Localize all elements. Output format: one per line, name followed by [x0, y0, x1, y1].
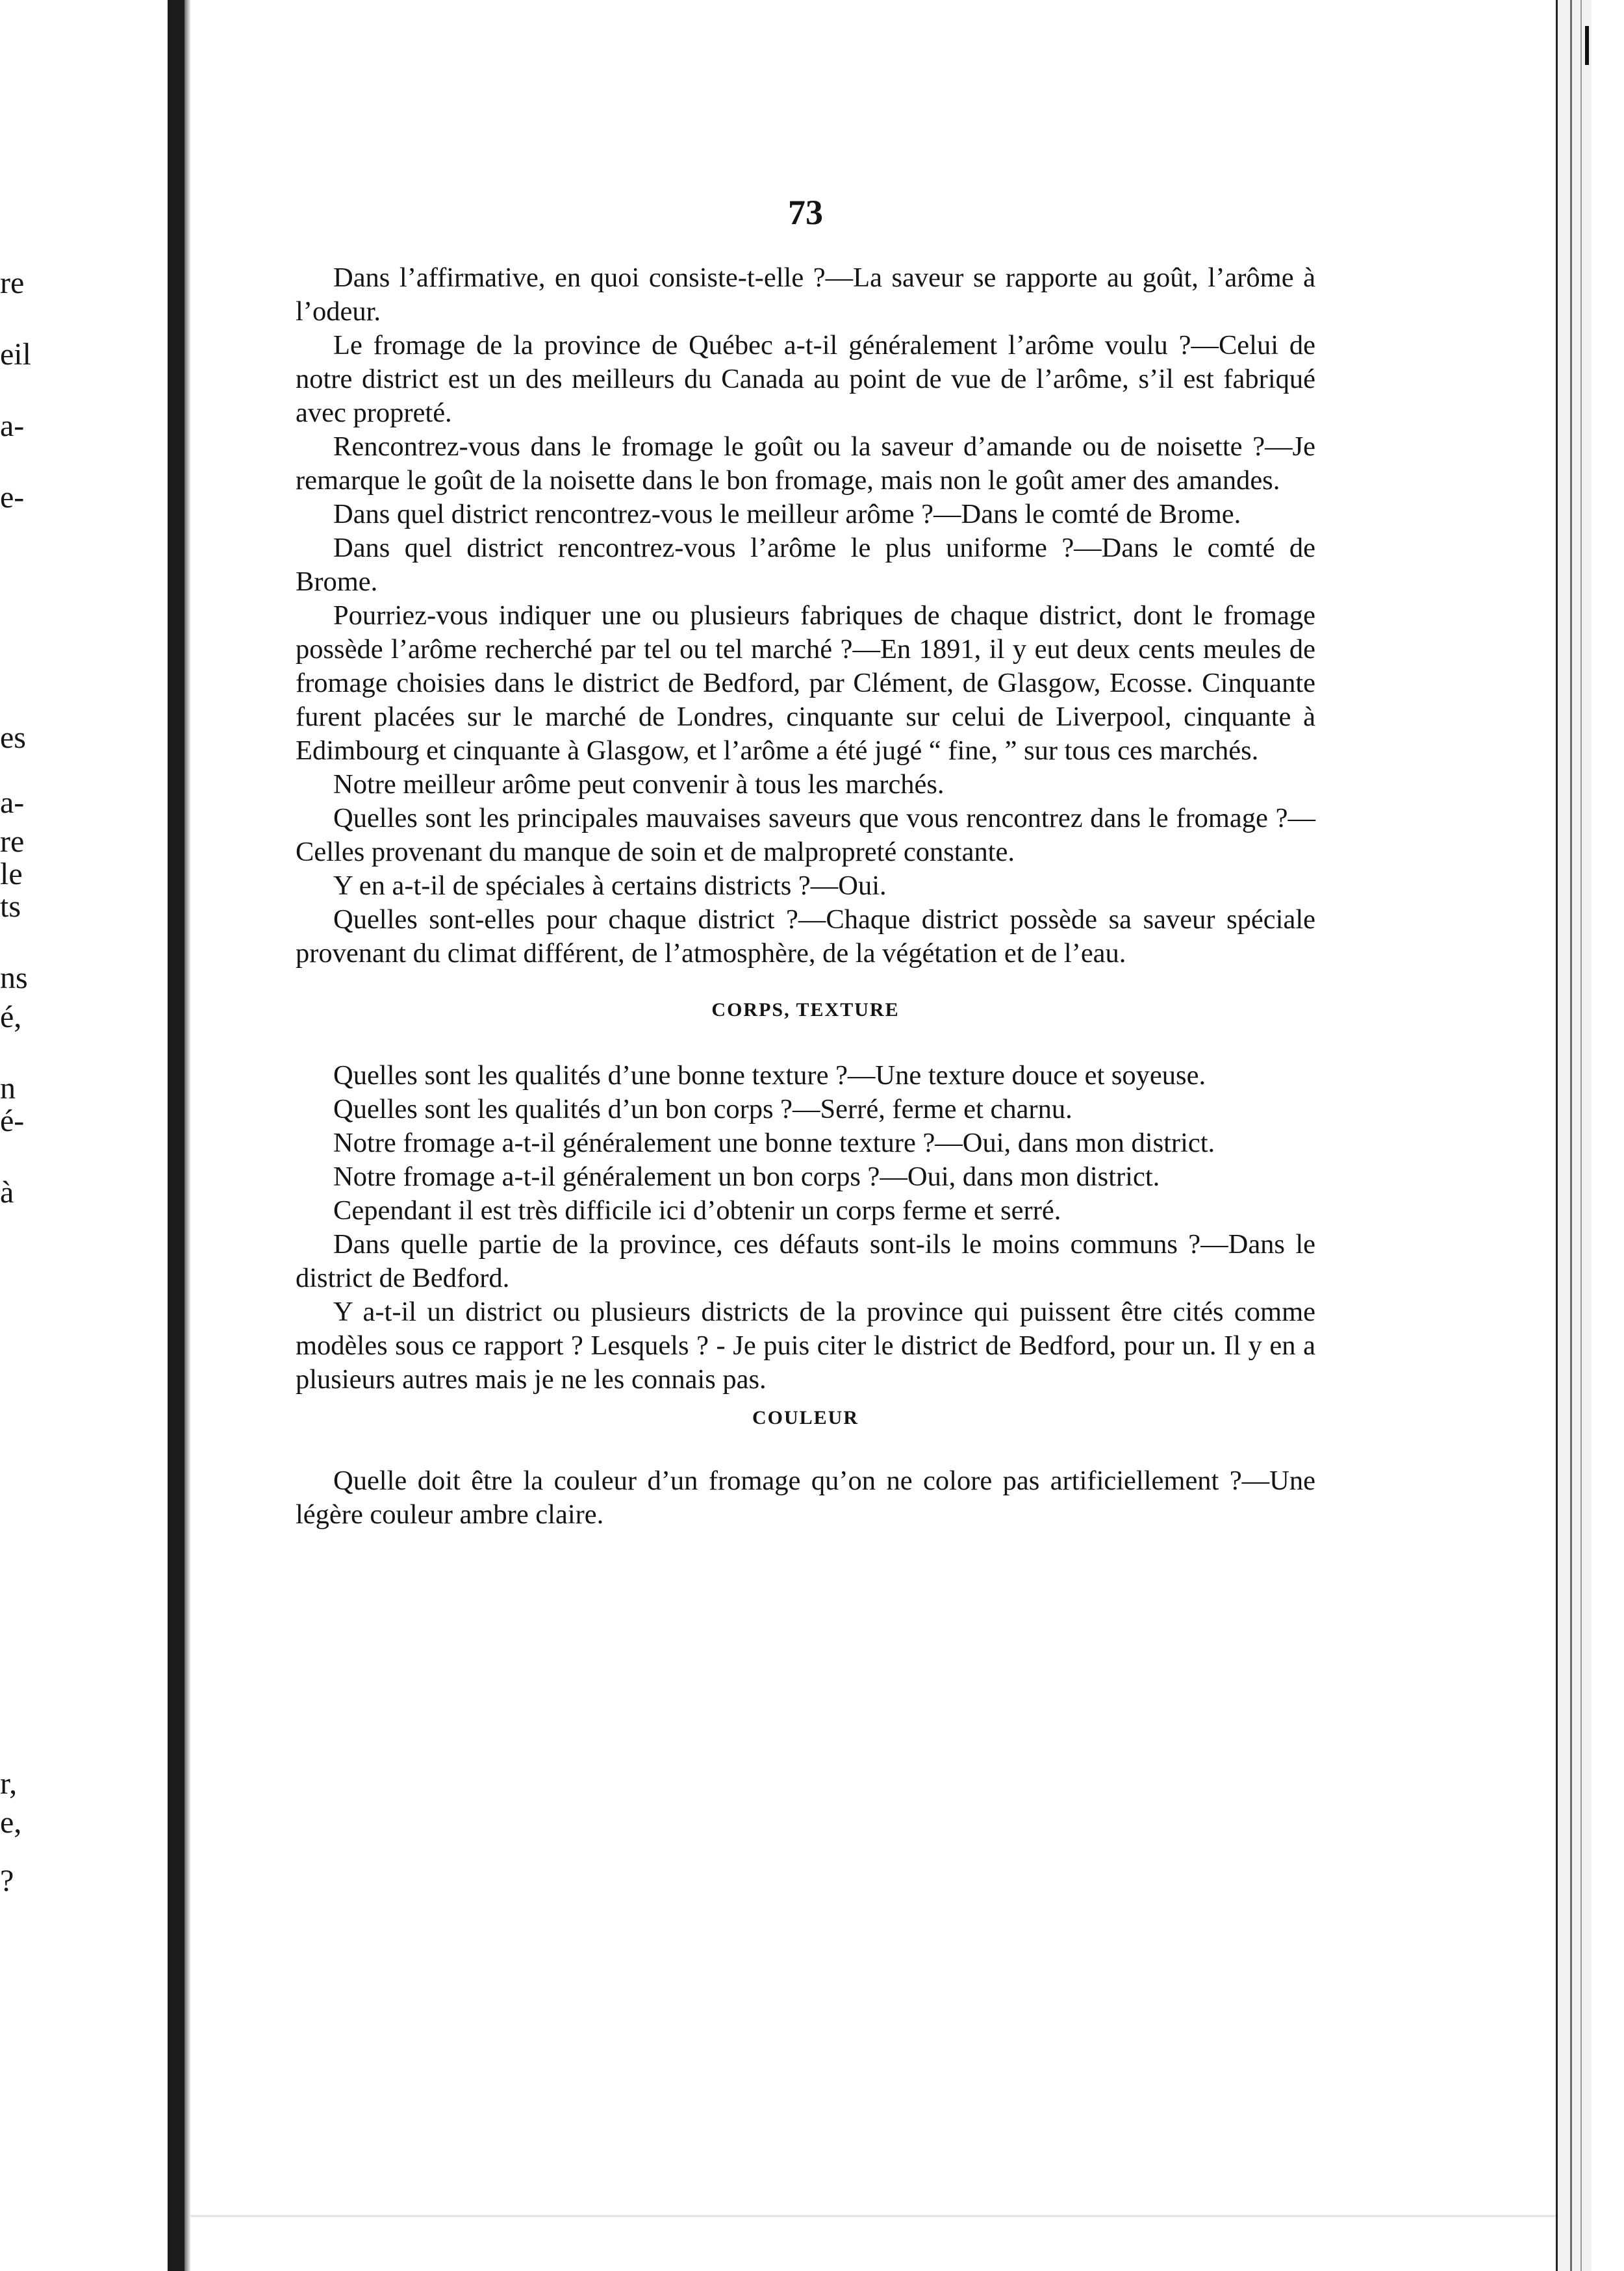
- facing-page-fragment: e-: [0, 480, 25, 514]
- paragraph: Quelles sont les principales mauvaises saveurs que vous rencontrez dans le fromage ?—Celles provenant du manque de soin et de malpropreté constante.: [296, 803, 1315, 867]
- facing-page-fragment: r,: [0, 1766, 18, 1801]
- section-arome: [296, 261, 1315, 971]
- facing-page-fragment: ?: [0, 1864, 14, 1898]
- paragraph: Rencontrez-vous dans le fromage le goût ou la saveur d’amande ou de noisette ?—Je remarque le goût de la noisette dans le bon fromage, mais non le goût amer des amandes.: [296, 431, 1315, 496]
- paragraph: Quelles sont les qualités d’un bon corps ?—Serré, ferme et charnu.: [333, 1094, 1072, 1124]
- paragraph: Y a-t-il un district ou plusieurs districts de la province qui puissent être cités comme modèles sous ce rapport ? Lesquels ? - Je puis citer le district de Bedford, pour un. Il y en a plusieurs autres mais je ne les connais pas.: [296, 1297, 1315, 1395]
- page-bottom-edge: [191, 2215, 1556, 2217]
- facing-page-fragment: a-: [0, 785, 25, 820]
- paragraph: Le fromage de la province de Québec a-t-il généralement l’arôme voulu ?—Celui de notre district est un des meilleurs du Canada au point de vue de l’arôme, s’il est fabriqué avec propreté.: [296, 330, 1315, 428]
- facing-page-fragment: le: [0, 857, 23, 891]
- paragraph: Dans quel district rencontrez-vous l’arôme le plus uniforme ?—Dans le comté de Brome.: [296, 533, 1315, 597]
- facing-page-fragment: eil: [0, 337, 31, 372]
- paragraph: Notre fromage a-t-il généralement une bonne texture ?—Oui, dans mon district.: [333, 1128, 1215, 1158]
- book-gutter: [168, 0, 184, 2271]
- facing-page-fragment: re: [0, 824, 25, 859]
- paragraph: Dans quelle partie de la province, ces défauts sont-ils le moins communs ?—Dans le district de Bedford.: [296, 1229, 1315, 1293]
- printed-page: [296, 195, 1315, 1532]
- paragraph: Cependant il est très difficile ici d’obtenir un corps ferme et serré.: [333, 1195, 1061, 1226]
- paragraph: Pourriez-vous indiquer une ou plusieurs fabriques de chaque district, dont le fromage possède l’arôme recherché par tel ou tel marché ?—En 1891, il y eut deux cents meules de fromage choisies dans le district de Bedford, par Clément, de Glasgow, Ecosse. Cinquante furent placées sur le marché de Londres, cinquante sur celui de Liverpool, cinquante à Edimbourg et cinquante à Glasgow, et l’arôme a été jugé “ fine, ” sur tous ces marchés.: [296, 600, 1315, 766]
- paragraph: Quelles sont les qualités d’une bonne texture ?—Une texture douce et soyeuse.: [333, 1060, 1206, 1091]
- paragraph: Quelle doit être la couleur d’un fromage qu’on ne colore pas artificiellement ?—Une légère couleur ambre claire.: [296, 1465, 1315, 1530]
- facing-page-fragment: ts: [0, 889, 21, 924]
- paragraph: Dans quel district rencontrez-vous le meilleur arôme ?—Dans le comté de Brome.: [333, 499, 1241, 529]
- facing-page-fragment: es: [0, 720, 26, 755]
- gutter-shadow: [184, 0, 191, 2271]
- section-corps-texture: [296, 1059, 1315, 1397]
- facing-page-fragment: n: [0, 1071, 16, 1106]
- facing-page-fragment: ns: [0, 961, 28, 995]
- facing-page-fragment: e,: [0, 1805, 22, 1840]
- page-edge: [1556, 0, 1624, 2271]
- paragraph: Notre fromage a-t-il généralement un bon corps ?—Oui, dans mon district.: [333, 1161, 1160, 1192]
- paragraph: Notre meilleur arôme peut convenir à tous les marchés.: [333, 769, 945, 800]
- facing-page-fragment: é,: [0, 1000, 22, 1034]
- facing-page-fragment: à: [0, 1175, 14, 1210]
- facing-page-edge: [0, 0, 162, 2271]
- facing-page-fragment: é-: [0, 1104, 25, 1138]
- paragraph: Dans l’affirmative, en quoi consiste-t-elle ?—La saveur se rapporte au goût, l’arôme à l’odeur.: [296, 262, 1315, 327]
- paragraph: Quelles sont-elles pour chaque district ?—Chaque district possède sa saveur spéciale provenant du climat différent, de l’atmosphère, de la végétation et de l’eau.: [296, 904, 1315, 969]
- section-heading-couleur: COULEUR: [752, 1407, 859, 1428]
- section-heading-corps-texture: CORPS, TEXTURE: [711, 999, 900, 1021]
- paragraph: Y en a-t-il de spéciales à certains districts ?—Oui.: [333, 870, 887, 901]
- section-couleur: [296, 1464, 1315, 1532]
- facing-page-fragment: a-: [0, 409, 25, 443]
- facing-page-fragment: re: [0, 266, 25, 300]
- page-number: 73: [788, 193, 823, 232]
